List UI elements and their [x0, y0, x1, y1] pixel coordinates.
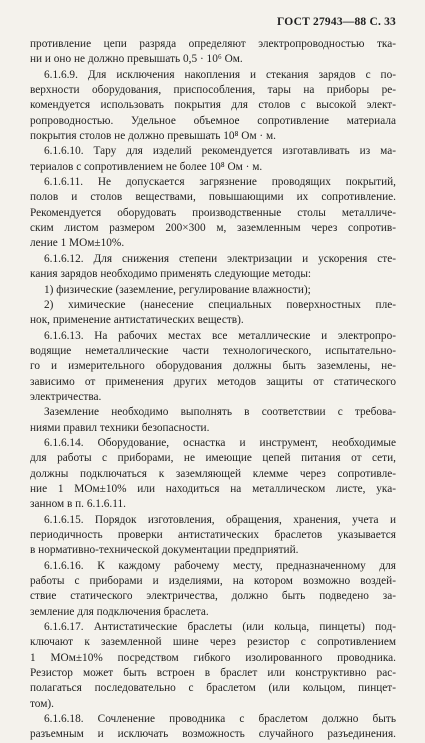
text-line: кания зарядов необходимо применять следующие методы: — [30, 268, 312, 281]
text-line: ским листом размером 200×300 м, заземленным через сопротив- — [30, 222, 396, 235]
text-line: полов и столов веществами, повышающими их сопротивление. — [30, 191, 396, 204]
text-line: 6.1.6.18. Сочленение проводника с браслетом должно быть — [44, 713, 396, 726]
text-line: Заземление необходимо выполнять в соответствии с требова- — [44, 406, 396, 419]
text-line: 6.1.6.14. Оборудование, оснастка и инструмент, необходимые — [44, 436, 396, 449]
text-line: ствие статического электричества, должно быть подведено за- — [30, 590, 396, 603]
text-line: комендуется использовать покрытия для столов с высокой элект- — [30, 99, 396, 112]
text-line: ключают к заземленной шине через резистор с сопротивлением — [30, 636, 396, 649]
text-line: ниями правил техники безопасности. — [30, 421, 210, 434]
text-line: го и измерительного оборудования должны быть заземлены, не- — [30, 360, 396, 373]
text-line: 6.1.6.15. Порядок изготовления, обращения, хранения, учета и — [44, 513, 396, 526]
document-body — [30, 37, 396, 743]
page-header: ГОСТ 27943—88 С. 33 — [277, 16, 396, 28]
text-line: в нормативно-технической документации предприятий. — [30, 544, 299, 557]
text-line: нок, применение антистатических веществ). — [30, 314, 244, 327]
text-line: 6.1.6.17. Антистатические браслеты (или кольца, пинцеты) под- — [44, 621, 396, 634]
text-line: 6.1.6.9. Для исключения накопления и стекания зарядов с по- — [44, 68, 396, 81]
text-line: 2) химические (нанесение специальных поверхностных пле- — [44, 298, 396, 311]
text-line: верхности оборудования, приспособления, тары на приборы ре- — [30, 84, 396, 97]
text-line: электричества. — [30, 390, 102, 403]
text-line: Резистор может быть встроен в браслет или конструктивно рас- — [30, 667, 396, 680]
text-line: земление для подключения браслета. — [30, 605, 209, 618]
text-line: Рекомендуется оборудовать производственные столы металличе- — [30, 206, 396, 219]
text-line: противление цепи разряда определяют электропроводностью тка- — [30, 38, 396, 50]
text-line: 6.1.6.11. Не допускается загрязнение проводящих покрытий, — [44, 176, 396, 189]
text-line: покрытия столов не должно превышать 10⁸ Ом · м. — [30, 130, 276, 143]
text-line: для работы с приборами, не имеющие цепей питания от сети, — [30, 452, 396, 465]
text-line: разъемным и исключать возможность случайного разъединения. — [30, 728, 396, 741]
text-line: том). — [30, 697, 54, 710]
text-line: периодичность проверки антистатических браслетов указывается — [30, 529, 396, 541]
text-line: зависимо от применения других методов защиты от статического — [30, 375, 396, 388]
text-line: 6.1.6.12. Для снижения степени электризации и ускорения сте- — [44, 252, 396, 265]
text-line: 1 МОм±10% посредством гибкого изолированного проводника. — [30, 651, 396, 664]
text-line: должны подключаться к заземляющей клемме через сопротивле- — [30, 467, 396, 480]
text-line: ни и оно не должно превышать 0,5 · 10⁶ Ом. — [30, 53, 243, 66]
text-line: занном в п. 6.1.6.11. — [30, 498, 126, 511]
text-line: водящие неметаллические части технологического, испытательно- — [30, 344, 396, 357]
text-line: териалов с сопротивлением не более 10⁸ Ом · м. — [30, 160, 263, 173]
text-line: 1) физические (заземление, регулирование влажности); — [44, 283, 311, 296]
text-line: ние 1 МОм±10% или находиться на металлическом листе, ука- — [30, 482, 396, 495]
text-line: работы с приборами и изделиями, на котором возможно воздей- — [30, 575, 396, 588]
text-line: ление 1 МОм±10%. — [30, 237, 125, 250]
text-line: 6.1.6.16. К каждому рабочему месту, предназначенному для — [44, 559, 396, 572]
text-line: полагаться последовательно с браслетом (или кольцом, пинцет- — [30, 682, 396, 695]
text-line: ропроводностью. Удельное объемное сопротивление материала — [30, 114, 396, 127]
text-line: 6.1.6.13. На рабочих местах все металлические и электропро- — [44, 329, 396, 342]
text-line: 6.1.6.10. Тару для изделий рекомендуется изготавливать из ма- — [44, 145, 396, 158]
